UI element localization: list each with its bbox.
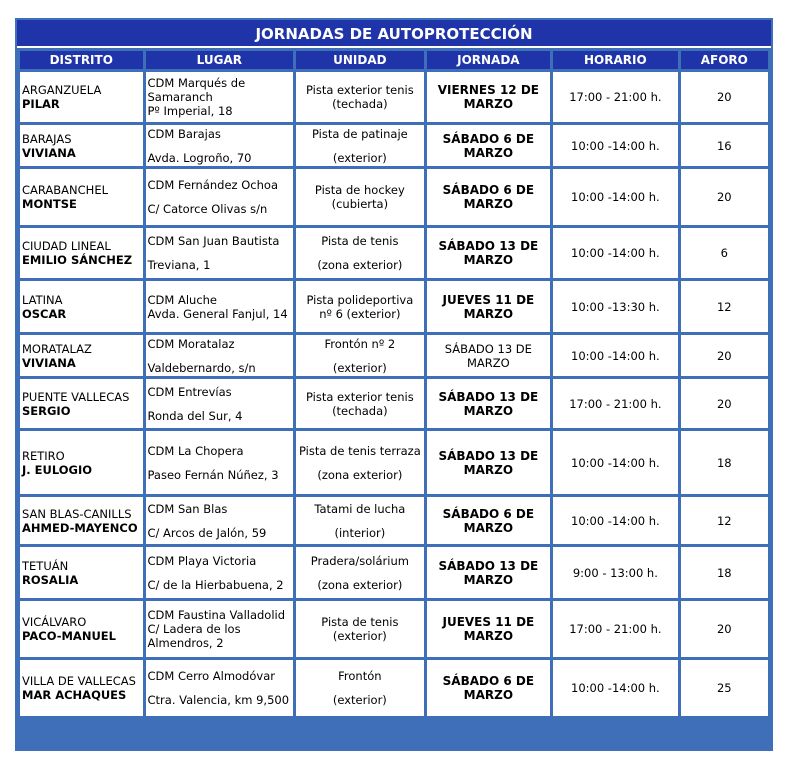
cell-unidad <box>296 228 424 278</box>
venue-name: CDM Cerro Almodóvar <box>147 669 275 683</box>
venue-address: C/ de la Hierbabuena, 2 <box>147 577 284 592</box>
district-name: TETUÁN <box>22 558 69 573</box>
cell-distrito <box>20 431 143 494</box>
unit-detail: (zona exterior) <box>317 467 403 482</box>
cell-jornada: JUEVES 11 DE MARZO <box>427 601 551 657</box>
cell-unidad <box>296 379 424 428</box>
cell-jornada: SÁBADO 6 DE MARZO <box>427 497 551 544</box>
district-contact: ROSALIA <box>22 572 79 587</box>
cell-lugar <box>146 335 294 376</box>
cell-horario: 10:00 -14:00 h. <box>553 660 678 716</box>
district-contact: PACO-MANUEL <box>22 629 116 643</box>
district-contact: EMILIO SÁNCHEZ <box>22 253 133 267</box>
cell-horario: 10:00 -14:00 h. <box>553 497 678 544</box>
cell-lugar <box>146 660 294 716</box>
venue-address: Pº Imperial, 18 <box>147 104 233 118</box>
venue-address: Avda. Logroño, 70 <box>147 150 252 165</box>
district-name: SAN BLAS-CANILLS <box>22 506 132 521</box>
district-contact: MAR ACHAQUES <box>22 688 127 702</box>
cell-aforo: 20 <box>681 601 768 657</box>
venue-name: CDM Fernández Ochoa <box>147 178 278 192</box>
unit-name: Pista polideportiva <box>306 292 414 307</box>
cell-aforo: 20 <box>681 335 768 376</box>
column-header-horario: HORARIO <box>553 51 678 69</box>
unit-name: Frontón <box>338 669 382 683</box>
table-row <box>20 125 768 166</box>
unit-detail: (zona exterior) <box>317 577 403 592</box>
unit-detail: nº 6 (exterior) <box>319 306 401 321</box>
venue-address: Ctra. Valencia, km 9,500 <box>147 693 290 707</box>
table-row <box>20 547 768 598</box>
cell-lugar <box>146 228 294 278</box>
unit-name: Pista de hockey <box>314 183 405 197</box>
district-name: ARGANZUELA <box>22 83 102 97</box>
cell-lugar <box>146 169 294 225</box>
cell-aforo: 25 <box>681 660 768 716</box>
cell-lugar <box>146 379 294 428</box>
cell-horario: 17:00 - 21:00 h. <box>553 72 678 122</box>
unit-name: Pista de tenis <box>321 234 399 248</box>
cell-unidad <box>296 497 424 544</box>
cell-aforo: 12 <box>681 281 768 332</box>
cell-jornada: SÁBADO 6 DE MARZO <box>427 169 551 225</box>
district-name: PUENTE VALLECAS <box>22 389 130 404</box>
cell-horario: 10:00 -14:00 h. <box>553 431 678 494</box>
cell-jornada: SÁBADO 6 DE MARZO <box>427 660 551 716</box>
venue-name: CDM Faustina Valladolid <box>147 608 286 622</box>
table-row <box>20 228 768 278</box>
district-name: MORATALAZ <box>22 341 92 356</box>
table-row <box>20 281 768 332</box>
district-contact: VIVIANA <box>22 355 76 370</box>
column-header-jornada: JORNADA <box>427 51 551 69</box>
venue-address: C/ Arcos de Jalón, 59 <box>147 525 267 540</box>
venue-name: CDM La Chopera <box>147 443 244 458</box>
unit-detail: (cubierta) <box>331 197 389 211</box>
cell-horario: 10:00 -14:00 h. <box>553 335 678 376</box>
cell-lugar <box>146 497 294 544</box>
cell-distrito <box>20 497 143 544</box>
column-header-distrito: DISTRITO <box>20 51 143 69</box>
venue-name: CDM Moratalaz <box>147 336 235 351</box>
cell-unidad <box>296 72 424 122</box>
cell-distrito <box>20 547 143 598</box>
unit-detail: (exterior) <box>332 693 387 707</box>
cell-unidad <box>296 431 424 494</box>
table-row <box>20 169 768 225</box>
cell-distrito <box>20 601 143 657</box>
venue-address: C/ Catorce Olivas s/n <box>147 202 268 216</box>
cell-aforo: 16 <box>681 125 768 166</box>
venue-name: CDM Barajas <box>147 126 221 141</box>
cell-jornada: SÁBADO 13 DE MARZO <box>427 228 551 278</box>
header-row <box>20 51 768 69</box>
unit-name: Pista de tenis <box>321 615 399 629</box>
cell-distrito <box>20 228 143 278</box>
cell-jornada: VIERNES 12 DE MARZO <box>427 72 551 122</box>
cell-jornada: SÁBADO 6 DE MARZO <box>427 125 551 166</box>
venue-name: CDM Aluche <box>147 292 217 307</box>
district-contact: OSCAR <box>22 306 67 321</box>
district-name: CARABANCHEL <box>22 183 108 197</box>
venue-name: CDM San Blas <box>147 501 228 516</box>
district-contact: SERGIO <box>22 403 71 418</box>
venue-name: CDM Playa Victoria <box>147 553 257 568</box>
schedule-table-frame <box>15 18 773 751</box>
cell-distrito <box>20 72 143 122</box>
cell-distrito <box>20 379 143 428</box>
district-contact: MONTSE <box>22 197 77 211</box>
cell-lugar <box>146 72 294 122</box>
cell-horario: 10:00 -13:30 h. <box>553 281 678 332</box>
cell-jornada: JUEVES 11 DE MARZO <box>427 281 551 332</box>
column-header-aforo: AFORO <box>681 51 768 69</box>
district-contact: PILAR <box>22 97 60 111</box>
cell-aforo: 6 <box>681 228 768 278</box>
column-header-lugar: LUGAR <box>146 51 294 69</box>
venue-address: C/ Ladera de los Almendros, 2 <box>147 622 241 650</box>
cell-distrito <box>20 660 143 716</box>
table-row <box>20 497 768 544</box>
cell-distrito <box>20 169 143 225</box>
cell-jornada: SÁBADO 13 DE MARZO <box>427 379 551 428</box>
cell-horario: 9:00 - 13:00 h. <box>553 547 678 598</box>
unit-detail: (exterior) <box>332 629 387 643</box>
table-title: JORNADAS DE AUTOPROTECCIÓN <box>17 20 771 48</box>
cell-unidad <box>296 547 424 598</box>
unit-detail: (techada) <box>332 97 388 111</box>
cell-horario: 17:00 - 21:00 h. <box>553 601 678 657</box>
cell-distrito <box>20 281 143 332</box>
unit-detail: (exterior) <box>332 360 387 375</box>
venue-name: CDM San Juan Bautista <box>147 234 280 248</box>
cell-distrito <box>20 125 143 166</box>
cell-horario: 10:00 -14:00 h. <box>553 228 678 278</box>
venue-name: CDM Marqués de Samaranch <box>147 76 246 104</box>
cell-aforo: 18 <box>681 431 768 494</box>
district-name: CIUDAD LINEAL <box>22 239 111 253</box>
cell-unidad <box>296 169 424 225</box>
venue-address: Avda. General Fanjul, 14 <box>147 306 288 321</box>
venue-address: Treviana, 1 <box>147 258 211 272</box>
cell-jornada: SÁBADO 13 DE MARZO <box>427 335 551 376</box>
district-name: VICÁLVARO <box>22 615 87 629</box>
district-name: LATINA <box>22 292 63 307</box>
cell-unidad <box>296 125 424 166</box>
cell-distrito <box>20 335 143 376</box>
district-contact: J. EULOGIO <box>22 462 93 477</box>
cell-aforo: 20 <box>681 72 768 122</box>
table-row <box>20 379 768 428</box>
venue-address: Valdebernardo, s/n <box>147 360 256 375</box>
unit-name: Pista exterior tenis <box>305 389 414 404</box>
venue-address: Ronda del Sur, 4 <box>147 408 243 423</box>
cell-lugar <box>146 281 294 332</box>
cell-aforo: 12 <box>681 497 768 544</box>
cell-horario: 17:00 - 21:00 h. <box>553 379 678 428</box>
unit-name: Pista de patinaje <box>311 126 408 141</box>
table-row <box>20 601 768 657</box>
district-contact: VIVIANA <box>22 145 76 160</box>
table-row <box>20 431 768 494</box>
district-name: RETIRO <box>22 448 65 463</box>
unit-detail: (exterior) <box>332 150 387 165</box>
schedule-table <box>17 48 771 719</box>
cell-unidad <box>296 281 424 332</box>
unit-name: Frontón nº 2 <box>324 336 396 351</box>
cell-unidad <box>296 601 424 657</box>
cell-unidad <box>296 660 424 716</box>
table-row <box>20 660 768 716</box>
unit-detail: (zona exterior) <box>317 258 403 272</box>
unit-detail: (techada) <box>332 403 388 418</box>
unit-name: Pista de tenis terraza <box>298 443 421 458</box>
cell-lugar <box>146 601 294 657</box>
district-name: VILLA DE VALLECAS <box>22 674 136 688</box>
cell-aforo: 20 <box>681 379 768 428</box>
cell-horario: 10:00 -14:00 h. <box>553 169 678 225</box>
district-name: BARAJAS <box>22 131 72 146</box>
cell-lugar <box>146 431 294 494</box>
column-header-unidad: UNIDAD <box>296 51 424 69</box>
cell-horario: 10:00 -14:00 h. <box>553 125 678 166</box>
cell-lugar <box>146 125 294 166</box>
cell-unidad <box>296 335 424 376</box>
venue-address: Paseo Fernán Núñez, 3 <box>147 467 279 482</box>
cell-aforo: 18 <box>681 547 768 598</box>
district-contact: AHMED-MAYENCO <box>22 520 138 535</box>
table-row <box>20 335 768 376</box>
cell-jornada: SÁBADO 13 DE MARZO <box>427 547 551 598</box>
unit-detail: (interior) <box>334 525 386 540</box>
cell-lugar <box>146 547 294 598</box>
unit-name: Tatami de lucha <box>314 501 406 516</box>
unit-name: Pradera/solárium <box>310 553 409 568</box>
cell-aforo: 20 <box>681 169 768 225</box>
table-row <box>20 72 768 122</box>
venue-name: CDM Entrevías <box>147 384 232 399</box>
unit-name: Pista exterior tenis <box>305 83 414 97</box>
cell-jornada: SÁBADO 13 DE MARZO <box>427 431 551 494</box>
